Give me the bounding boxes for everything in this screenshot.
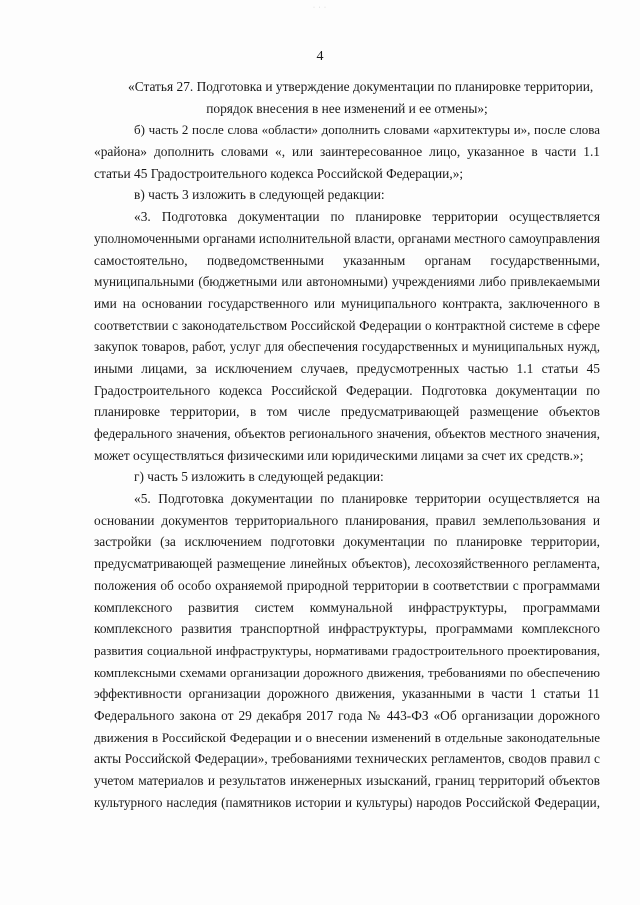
part-3-line-10: планировке территории, в том числе предусматривающей размещение объектов <box>94 404 600 420</box>
part-3-line-1: «3. Подготовка документации по планировке территории осуществляется <box>134 209 600 225</box>
part-5-line-11: Федерального закона от 29 декабря 2017 года № 443-ФЗ «Об организации дорожного <box>94 707 600 723</box>
part-5-line-13: акты Российской Федерации», требованиями технических регламентов, сводов правил с <box>94 751 600 767</box>
part-5-line-7: комплексного развития транспортной инфраструктуры, программами комплексного <box>94 621 600 637</box>
part-3-line-5: ими на основании государственного или муниципального контракта, заключенного в <box>94 295 600 311</box>
part-5-line-2: основании документов территориального планирования, правил землепользования и <box>94 512 600 528</box>
part-5-line-14: учетом материалов и результатов инженерных изысканий, границ территорий объектов <box>94 773 600 788</box>
part-3-line-8: иными лицами, за исключением случаев, предусмотренных частью 1.1 статьи 45 <box>94 360 600 376</box>
part-5-line-9: комплексными схемами организации дорожного движения, требованиями по обеспечению <box>94 664 600 680</box>
article-heading-line-2: порядок внесения в нее изменений и ее отмены»; <box>206 100 488 116</box>
part-5-line-5: положения об особо охраняемой природной территории в соответствии с программами <box>94 577 600 593</box>
part-5-line-6: комплексного развития систем коммунальной инфраструктуры, программами <box>94 599 600 615</box>
document-body <box>94 76 600 813</box>
part-3-line-4: муниципальными (бюджетными или автономными) учреждениями либо привлекаемыми <box>94 274 600 290</box>
part-5-line-1: «5. Подготовка документации по планировке территории осуществляется на <box>134 491 600 507</box>
part-5-line-3: застройки (за исключением подготовки документации по планировке территории, <box>94 534 600 550</box>
part-3-line-3: самостоятельно, подведомственными указанным органам государственными, <box>94 252 600 268</box>
part-5-line-12: движения в Российской Федерации и о внесении изменений в отдельные законодательные <box>94 729 600 745</box>
paragraph-g-line-1: г) часть 5 изложить в следующей редакции: <box>134 469 384 485</box>
paragraph-b-line-1: б) часть 2 после слова «области» дополнить словами «архитектуры и», после слова <box>134 122 600 138</box>
scan-top-mark: · · · <box>313 5 327 11</box>
part-3-line-7: закупок товаров, работ, услуг для обеспечения государственных и муниципальных нужд, <box>94 339 600 355</box>
paragraph-v-line-1: в) часть 3 изложить в следующей редакции: <box>134 187 385 203</box>
paragraph-b-line-3: статьи 45 Градостроительного кодекса Российской Федерации,»; <box>94 165 464 181</box>
part-3-line-9: Градостроительного кодекса Российской Федерации. Подготовка документации по <box>94 382 600 398</box>
page-number: 4 <box>316 49 324 64</box>
part-5-line-15: культурного наследия (памятников истории и культуры) народов Российской Федерации, <box>94 794 600 810</box>
part-5-line-8: развития социальной инфраструктуры, нормативами градостроительного проектирования, <box>94 642 600 658</box>
part-3-line-12: может осуществляться физическими или юридическими лицами за счет их средств.»; <box>94 447 584 463</box>
article-heading-line-1: «Статья 27. Подготовка и утверждение документации по планировке территории, <box>128 79 594 94</box>
paragraph-b-line-2: «района» дополнить словами «, или заинтересованное лицо, указанное в части 1.1 <box>94 144 600 160</box>
part-5-line-10: эффективности организации дорожного движения, указанными в части 1 статьи 11 <box>94 686 600 702</box>
part-3-line-6: соответствии с законодательством Российской Федерации о контрактной системе в сфере <box>94 317 600 333</box>
part-3-line-2: уполномоченными органами исполнительной власти, органами местного самоуправления <box>94 230 600 246</box>
part-3-line-11: федерального значения, объектов регионального значения, объектов местного значения, <box>94 426 600 441</box>
part-5-line-4: предусматривающей размещение линейных объектов), лесохозяйственного регламента, <box>94 556 600 572</box>
